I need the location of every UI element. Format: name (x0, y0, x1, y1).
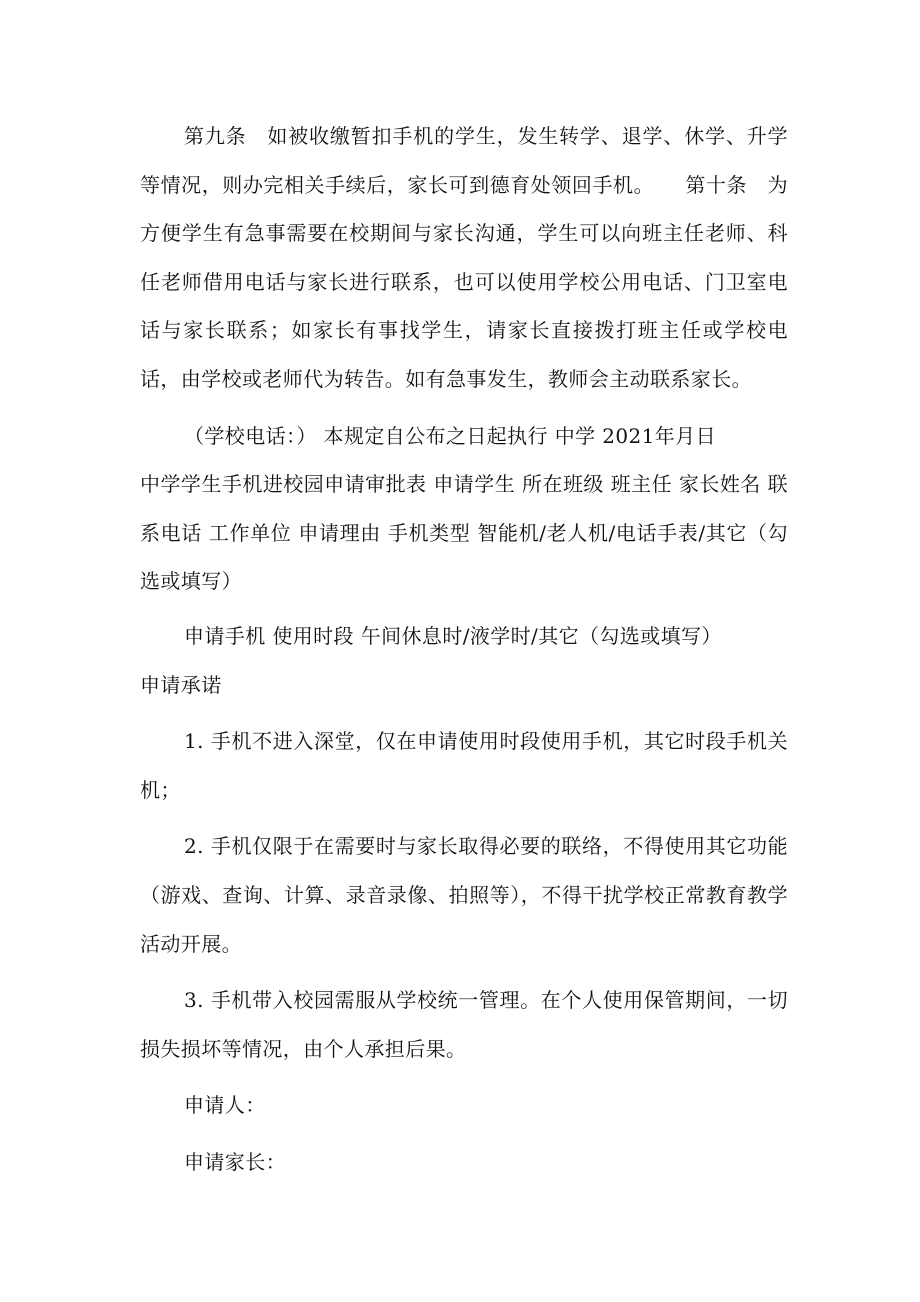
school-phone-effective-date-line: （学校电话：） 本规定自公布之日起执行 中学 2021年月日 (184, 423, 716, 448)
pledge-item-1: 1. 手机不进入深堂，仅在申请使用时段使用手机，其它时段手机关机； (140, 729, 788, 802)
application-form-fields-paragraph: 中学学生手机进校园申请审批表 申请学生 所在班级 班主任 家长姓名 联系电话 工作单位 申请理由 手机类型 智能机/老人机/电话手表/其它（勾选或填写） (140, 472, 788, 594)
application-pledge-heading: 申请承诺 (140, 672, 222, 697)
pledge-item-3: 3. 手机带入校园需服从学校统一管理。在个人使用保管期间，一切损失损坏等情况，由个人承担后果。 (140, 988, 788, 1061)
article-9-10-paragraph: 第九条 如被收缴暂扣手机的学生，发生转学、退学、休学、升学等情况，则办完相关手续后，家长可到德育处领回手机。 第十条 为方便学生有急事需要在校期间与家长沟通，学生可以向班主任老师、科任老师借用电话与家长进行联系，也可以使用学校公用电话、门卫室电话与家长联系；如家长有事找学生，请家长直接拨打班主任或学校电话，由学校或老师代为转告。如有急事发生，教师会主动联系家长。 (140, 124, 788, 391)
pledge-item-2: 2. 手机仅限于在需要时与家长取得必要的联络，不得使用其它功能（游戏、查询、计算、录音录像、拍照等），不得干扰学校正常教育教学活动开展。 (140, 834, 788, 956)
applicant-signature-line: 申请人： (184, 1093, 266, 1118)
document-body (140, 112, 788, 1186)
phone-usage-period-line: 申请手机 使用时段 午间休息时/液学时/其它（勾选或填写） (184, 623, 722, 648)
parent-signature-line: 申请家长： (184, 1149, 286, 1174)
